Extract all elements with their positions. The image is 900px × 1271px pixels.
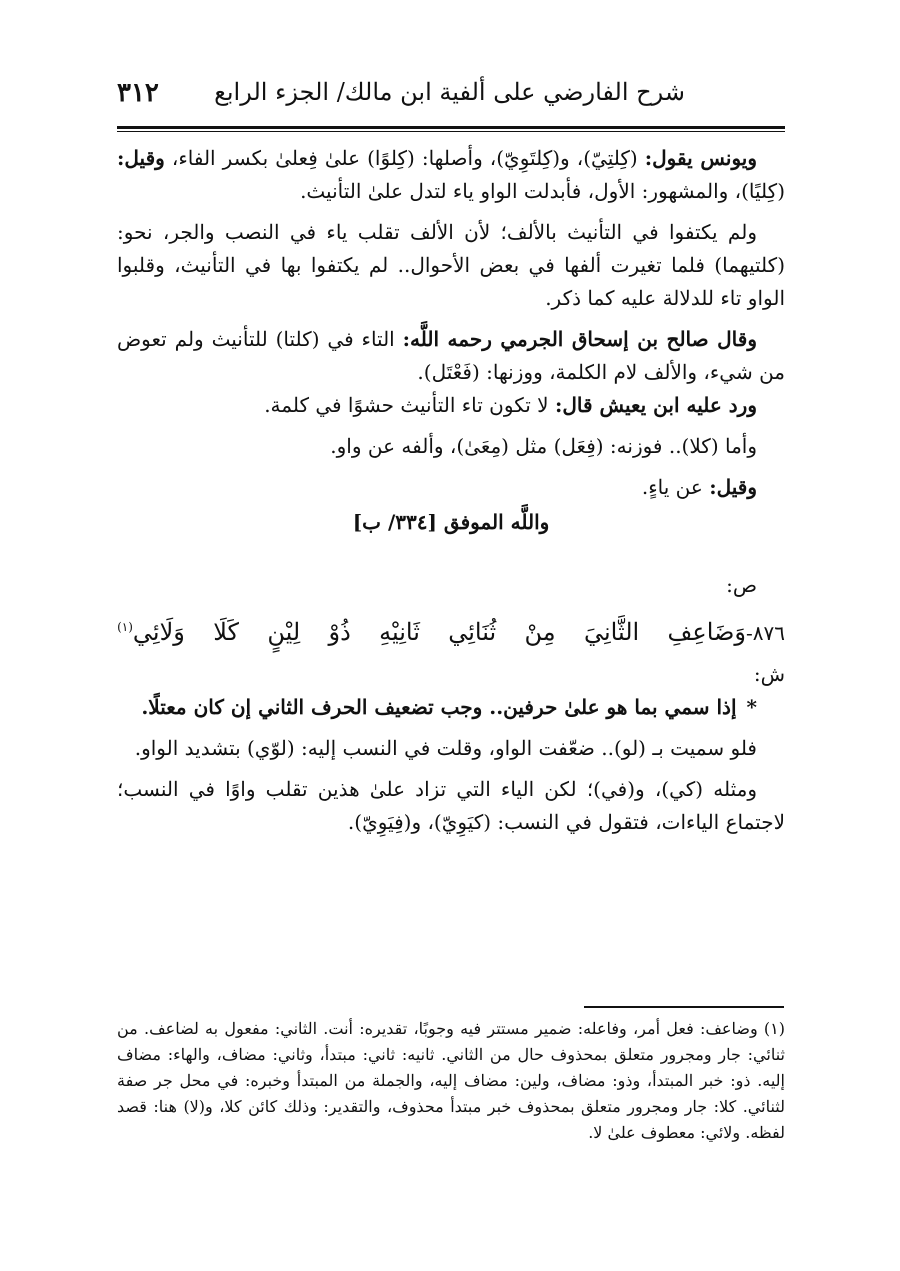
running-title: شرح الفارضي على ألفية ابن مالك/ الجزء الرابع xyxy=(214,78,685,106)
shin-label: ش: xyxy=(753,662,785,686)
verse-word: كَلَا xyxy=(213,618,239,646)
footnote-separator xyxy=(584,1006,784,1008)
verse-word: وَلَائِي xyxy=(132,618,185,646)
verse-last xyxy=(117,602,185,657)
paragraph-text: (كِلتِيّ)، و(كِلتَوِيّ)، وأصلها: (كِلوًا) علىٰ فِعلىٰ بكسر الفاء، xyxy=(164,146,645,170)
lead-jarmi: وقال صالح بن إسحاق الجرمي رحمه اللَّه: xyxy=(402,327,757,351)
main-text xyxy=(117,142,785,839)
footnotes xyxy=(117,1016,785,1146)
sad-label: ص: xyxy=(726,573,757,597)
verse-word: الثَّانِيَ xyxy=(583,618,640,646)
footnote-1: (١) وضاعف: فعل أمر، وفاعله: ضمير مستتر فيه وجوبًا، تقديره: أنت. الثاني: مفعول به لضاعف. من ثنائي: جار ومجرور متعلق بمحذوف حال من الثاني. ثانيه: ثاني: مبتدأ، وثاني: مضاف، والهاء: مضاف إليه. ذو: خبر المبتدأ، وذو: مضاف، ولين: مضاف إليه، والجملة من المبتدأ وخبره: في محل جر صفة لثنائي. كلا: جار ومجرور متعلق بمحذوف خبر مبتدأ محذوف، والتقدير: وذلك كائن كلا، و(لا) هنا: قصد لفظه. ولائي: معطوف علىٰ لا. xyxy=(117,1019,786,1142)
paragraph-qila-ya xyxy=(117,471,785,504)
paragraph-jarmi xyxy=(117,323,785,389)
star-icon: * xyxy=(746,695,757,719)
verse-word: ذُوْ xyxy=(328,618,351,646)
verse-word: وَضَاعِفِ xyxy=(667,618,746,646)
paragraph-kay-fi: ومثله (كي)، و(في)؛ لكن الياء التي تزاد علىٰ هذين تقلب واوًا في النسب؛ لاجتماع الياءات، فتقول في النسب: (كيَوِيّ)، و(فِيَوِيّ). xyxy=(117,777,785,834)
paragraph-yunus xyxy=(117,142,785,208)
paragraph-kila: وأما (كلا).. فوزنه: (فِعَل) مثل (مِعَىٰ)، وألفه عن واو. xyxy=(330,434,757,458)
paragraph-text: لا تكون تاء التأنيث حشوًا في كلمة. xyxy=(264,393,555,417)
paragraph-text: عن ياءٍ. xyxy=(641,475,710,499)
paragraph-text: التاء في (كلتا) للتأنيث ولم تعوض من شيء، والألف لام الكلمة، ووزنها: (فَعْتَل). xyxy=(117,327,785,384)
paragraph-law: فلو سميت بـ (لو).. ضعّفت الواو، وقلت في النسب إليه: (لوّي) بتشديد الواو. xyxy=(134,736,757,760)
lead-qila: وقيل: xyxy=(117,146,165,170)
paragraph-alif: ولم يكتفوا في التأنيث بالألف؛ لأن الألف تقلب ياء في النصب والجر، نحو: (كلتيهما) فلما تغيرت ألفها في بعض الأحوال.. لم يكتفوا بها في التأنيث، وقلبوا الواو تاء للدلالة عليه كما ذكر. xyxy=(117,220,785,310)
header-rule-thin xyxy=(117,131,785,132)
verse-word: ثُنَائِي xyxy=(448,618,497,646)
page-number: ٣١٢ xyxy=(117,78,159,108)
lead-yunus: ويونس يقول: xyxy=(644,146,758,170)
footnote-ref: (١) xyxy=(117,620,133,634)
paragraph-text: (كِليًا)، والمشهور: الأول، فأبدلت الواو ياء لتدل علىٰ التأنيث. xyxy=(300,179,785,203)
verse-word: لِيْنٍ xyxy=(267,618,301,646)
verse-line xyxy=(117,602,785,658)
lead-qila-2: وقيل: xyxy=(709,475,757,499)
rule-text: إذا سمي بما هو علىٰ حرفين.. وجب تضعيف الحرف الثاني إن كان معتلًا. xyxy=(141,695,737,719)
paragraph-ibn-yaish xyxy=(117,389,785,422)
lead-ibn-yaish: ورد عليه ابن يعيش قال: xyxy=(554,393,757,417)
verse-number: ٨٧٦- xyxy=(746,621,785,645)
page-header xyxy=(117,78,785,118)
closing-phrase: واللَّه الموفق [٣٣٤/ ب] xyxy=(352,510,550,534)
rule-statement xyxy=(117,691,785,724)
verse-first xyxy=(668,607,785,658)
header-rule xyxy=(117,126,785,129)
verse-word: مِنْ xyxy=(524,618,556,646)
verse-word: ثَانِيْهِ xyxy=(379,618,420,646)
